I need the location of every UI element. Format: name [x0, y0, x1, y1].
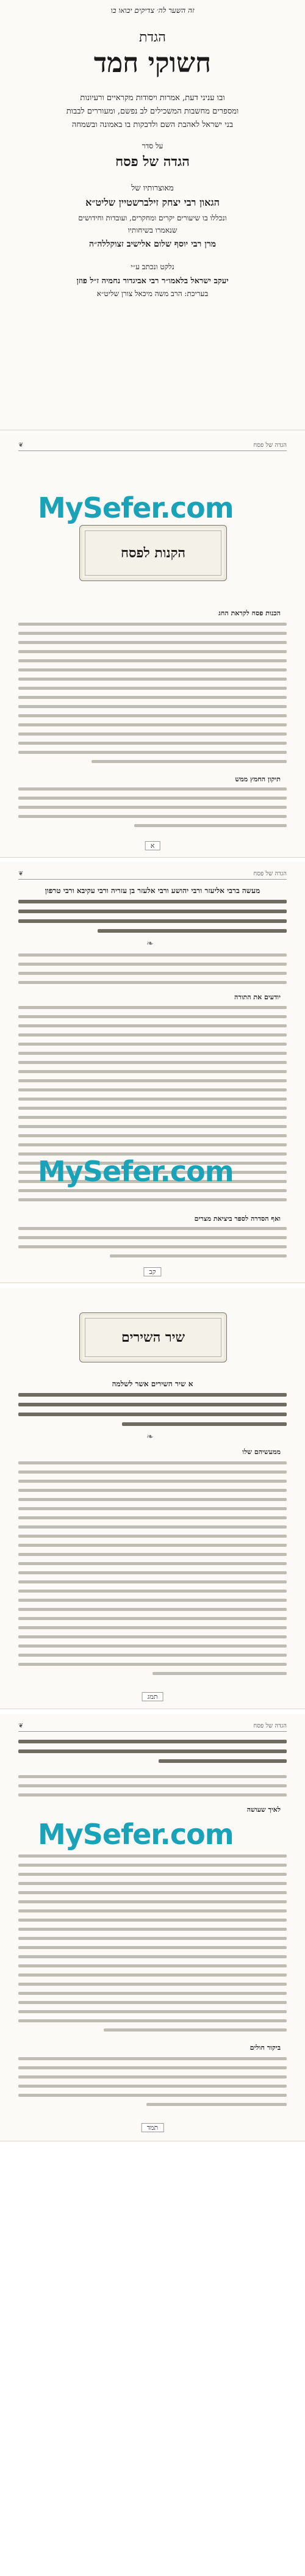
title-scroll [79, 1312, 227, 1362]
cover-added: ונכללו בו שיעורים יקרים ומחקרים, ועובדות וחידושים [78, 214, 227, 222]
page-number: קב [143, 1267, 161, 1276]
opening-text: א שיר השירים אשר לשלמה [112, 1380, 193, 1388]
opening-text: מעשה ברבי אליעזר ורבי יהושע ורבי אלעזר בן עזריה ורבי עקיבא ורבי טרפון [45, 886, 260, 895]
cover-rav-line: מרן רבי יוסף שלום אלישיב זצוקללה״ה [88, 239, 217, 249]
cover-discussed: שנאמרו בשיחותיו [127, 226, 178, 234]
running-header [18, 1720, 287, 1732]
running-header-text: הגדה של פסח [253, 870, 287, 877]
page-number: תמג [142, 1692, 163, 1701]
section-heading-2: ואף הסדרה לספר ביציאת מצרים [194, 1215, 281, 1223]
cover-al-seder: על סדר [142, 142, 163, 150]
corner-ornament-icon: ❦ [18, 870, 24, 877]
page-number: תמד [142, 2123, 164, 2132]
watermark: MySefer.com [38, 1818, 234, 1851]
watermark: MySefer.com [38, 1155, 234, 1188]
title-scroll [79, 525, 227, 581]
page-maaseh [0, 862, 305, 1283]
corner-ornament-icon: ❦ [18, 441, 24, 449]
cover-intro-1: ובו עניני דעת, אמרות ויסודות מקראיים ורעיונות [80, 93, 225, 103]
cover-collected: נלקט ונכתב ע״י [131, 262, 174, 271]
page-preparations [0, 433, 305, 858]
cover-haggadah: הגדה של פסח [115, 154, 190, 170]
corner-ornament-icon: ❦ [18, 1722, 24, 1729]
running-header [18, 440, 287, 451]
cover-from-line: מאוצרותיו של [131, 184, 174, 193]
scroll-title: שיר השירים [85, 1318, 221, 1357]
running-header [18, 868, 287, 880]
cover-helper: בעריכת: הרב משה מיכאל צורן שליט״א [96, 289, 209, 298]
cover-compiler: יעקב ישראל בלאמו״ר רבי אביגדור נחמיה ז״ל פוזן [76, 277, 229, 286]
page-hilchos [0, 1714, 305, 2141]
section-heading-2: תיקון החמץ ממש [235, 775, 281, 783]
scroll-title: הקנות לפסח [85, 530, 221, 576]
cover-page [0, 0, 305, 430]
running-header-text: הגדה של פסח [253, 1722, 287, 1729]
section-heading-1: הכנות פסח לקראת החג [218, 609, 281, 617]
divider-ornament-icon: ❧ [146, 1432, 154, 1442]
section-heading-1: לאיך שעושה [246, 1806, 281, 1814]
section-heading-2: ביקור חולים [249, 2044, 281, 2052]
divider-ornament-icon: ❧ [146, 939, 154, 949]
cover-heading-small: הגדת [139, 30, 166, 45]
cover-author: הגאון רבי יצחק זילברשטיין שליט״א [85, 197, 220, 208]
section-heading-1: יודעים את התורה [234, 993, 281, 1001]
section-heading-1: ממעשיהם שלו [242, 1448, 281, 1456]
cover-intro-2: ומספרים מחשבות המשכילים לב נפשם, ומעוררים לבבות [66, 107, 239, 116]
cover-top-line: זה השער לה׳ צדיקים יבואו בו [110, 6, 195, 15]
cover-title: חשוקי חמד [93, 48, 212, 79]
page-shir-hashirim [0, 1288, 305, 1709]
watermark: MySefer.com [38, 491, 234, 524]
running-header-text: הגדה של פסח [253, 441, 287, 449]
cover-intro-3: בני ישראל לאהבת השם ולדבקות בו באמונה ובשמחה [71, 120, 234, 129]
page-number: א [145, 841, 160, 850]
